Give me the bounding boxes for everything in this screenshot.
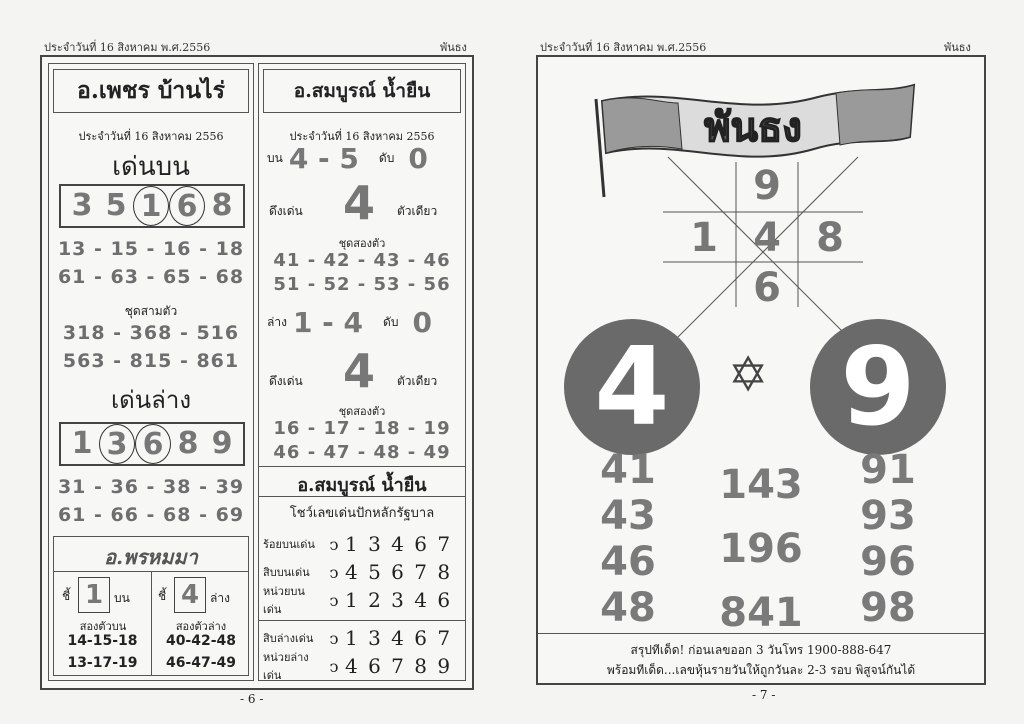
gov-row [259, 532, 465, 556]
two-bottom-row: 46-47-49 [165, 655, 237, 671]
col2-divider [259, 620, 465, 621]
pairs-bottom-row: 46 - 47 - 48 - 49 [273, 442, 451, 463]
right-header-date: ประจำวันที่ 16 สิงหาคม พ.ศ.2556 [540, 41, 707, 54]
upper-digit-circled: 6 [169, 186, 205, 226]
col-left-number: 48 [600, 585, 656, 631]
gov-row-digits: 1 3 4 6 7 [345, 532, 453, 556]
brahma-top-digit: 1 [78, 577, 110, 613]
gov-row [259, 585, 465, 616]
gov-row-mark: ↄ [329, 628, 339, 648]
col-left [588, 447, 668, 631]
footer-divider [538, 633, 984, 634]
lower-digit: 9 [211, 425, 233, 461]
two-top-label: สองตัวบน [79, 620, 127, 633]
pairs-top-row: 51 - 52 - 53 - 56 [273, 274, 451, 295]
col2-divider [259, 466, 465, 467]
flag-text: พันธง [704, 105, 802, 151]
col-right [848, 447, 928, 631]
gov-row-label: หน่วยบนเด่น [263, 585, 305, 616]
triple-row: 318 - 368 - 516 [62, 322, 240, 344]
top-zero: 0 [408, 142, 428, 175]
col-middle-number: 143 [719, 462, 803, 508]
upper-pairs-row: 13 - 15 - 16 - 18 [57, 238, 245, 260]
two-top-row: 14-15-18 [67, 633, 138, 649]
grid-bottom: 6 [753, 265, 781, 311]
grid-center: 4 [753, 215, 781, 261]
footer-line1: สรุปทีเด็ด! ก่อนเลขออก 3 วันโทร 1900-888-647 [630, 643, 892, 657]
col1-title-box [53, 69, 249, 113]
upper-digit: 8 [211, 187, 233, 223]
lower-pairs-row: 31 - 36 - 38 - 39 [57, 476, 245, 498]
lower-label: เด่นล่าง [110, 386, 192, 414]
gov-row-label: ร้อยบนเด่น [263, 538, 315, 551]
bottom-mid: ดับ [383, 315, 399, 329]
bottom-numbers: 1 - 4 [292, 306, 364, 339]
triple-label: ชุดสามตัว [124, 304, 178, 318]
top-prefix: บน [267, 151, 283, 165]
pull-label: ดึงเด่น [269, 204, 303, 218]
col2-title-box [263, 69, 461, 113]
upper-digits-box [59, 184, 245, 228]
left-header-brand: พันธง [440, 41, 467, 54]
brahma-top-suffix: บน [114, 591, 130, 605]
circle-left: 4 [564, 319, 700, 455]
pairs-bottom-row: 16 - 17 - 18 - 19 [273, 418, 451, 439]
col-right-number: 93 [860, 493, 916, 539]
upper-digit: 5 [105, 187, 127, 223]
gov-row-mark: ↄ [329, 656, 339, 676]
col2-divider [259, 496, 465, 497]
col-left-number: 41 [600, 447, 656, 493]
lower-pairs-row: 61 - 66 - 68 - 69 [57, 504, 245, 526]
gov-row-digits: 4 6 7 8 9 [345, 654, 453, 678]
gov-row-mark: ↄ [329, 562, 339, 582]
left-page-number: - 6 - [240, 692, 264, 706]
show-label: โชว์เลขเด่นปักหลักรัฐบาล [289, 506, 435, 521]
top-mid: ดับ [378, 151, 395, 165]
bottom-line [267, 306, 432, 339]
lower-digits-box [59, 422, 245, 466]
lower-digit: 8 [177, 425, 199, 461]
single2-label: ตัวเดียว [397, 374, 438, 388]
grid-top: 9 [753, 163, 781, 209]
pull-digit: 4 [343, 176, 376, 230]
grid-left: 1 [690, 215, 718, 261]
gov-row-lower [259, 651, 465, 682]
col1-panel [48, 63, 254, 681]
lower-digit-circled: 6 [135, 424, 171, 464]
lower-digit-circled: 3 [99, 424, 135, 464]
gov-row-lower [259, 626, 465, 650]
gov-row-digits: 4 5 6 7 8 [345, 560, 453, 584]
upper-pairs-row: 61 - 63 - 65 - 68 [57, 266, 245, 288]
left-header-date: ประจำวันที่ 16 สิงหาคม พ.ศ.2556 [44, 41, 211, 54]
brahma-bottom-prefix: ชี้ [158, 589, 167, 603]
col2-title2: อ.สมบูรณ์ น้ำยืน [297, 475, 427, 496]
two-top-row: 13-17-19 [67, 655, 138, 671]
top-numbers: 4 - 5 [288, 142, 359, 175]
upper-digit-circled: 1 [133, 186, 169, 226]
gov-row-digits: 1 2 3 4 6 [345, 588, 453, 612]
grid-right: 8 [816, 215, 844, 261]
star-of-david-icon: ✡ [728, 347, 769, 403]
pull2-digit: 4 [343, 344, 376, 398]
upper-digit: 3 [71, 187, 93, 223]
col-right-number: 91 [860, 447, 916, 493]
pull2-label: ดึงเด่น [269, 374, 303, 388]
right-header-brand: พันธง [944, 41, 971, 54]
brahma-box [53, 536, 249, 676]
right-page-frame [536, 55, 986, 685]
gov-row-mark: ↄ [329, 590, 339, 610]
col-right-number: 96 [860, 539, 916, 585]
bottom-zero: 0 [412, 306, 432, 339]
upper-label: เด่นบน [112, 152, 190, 182]
col-middle [706, 453, 816, 645]
brahma-bottom-suffix: ล่าง [210, 591, 230, 605]
gov-row [259, 560, 465, 584]
gov-row-label: สิบล่างเด่น [263, 632, 314, 645]
col-middle-number: 841 [719, 590, 803, 636]
col2-date: ประจำวันที่ 16 สิงหาคม 2556 [289, 130, 435, 143]
col1-date: ประจำวันที่ 16 สิงหาคม 2556 [78, 130, 224, 143]
lower-digit: 1 [71, 425, 93, 461]
pairs-top-row: 41 - 42 - 43 - 46 [273, 250, 451, 271]
two-bottom-row: 40-42-48 [165, 633, 237, 649]
pair-label: ชุดสองตัว [338, 237, 386, 250]
left-page-frame [40, 55, 474, 690]
right-page-number: - 7 - [752, 688, 776, 702]
brahma-bottom-digit: 4 [174, 577, 206, 613]
two-bottom-label: สองตัวล่าง [175, 620, 227, 633]
gov-row-mark: ↄ [329, 534, 339, 554]
gov-row-label: หน่วยล่างเด่น [263, 651, 309, 682]
col1-title: อ.เพชร บ้านไร่ [77, 77, 225, 104]
gov-row-label: สิบบนเด่น [263, 566, 310, 579]
gov-row-digits: 1 3 4 6 7 [345, 626, 453, 650]
brahma-top-prefix: ชี้ [62, 589, 71, 603]
bottom-prefix: ล่าง [267, 315, 287, 329]
col-left-number: 43 [600, 493, 656, 539]
triple-row: 563 - 815 - 861 [62, 350, 240, 372]
col-right-number: 98 [860, 585, 916, 631]
footer-line2: พร้อมทีเด็ด...เลขหุ้นรายวันให้ถูกวันละ 2-3 รอบ พิสูจน์กันได้ [606, 663, 916, 677]
brahma-title: อ.พรหมมา [104, 545, 198, 569]
col-left-number: 46 [600, 539, 656, 585]
top-line [267, 142, 428, 175]
single-label: ตัวเดียว [397, 204, 438, 218]
circle-right: 9 [810, 319, 946, 455]
col-middle-number: 196 [719, 526, 803, 572]
pair2-label: ชุดสองตัว [338, 405, 386, 418]
col2-title: อ.สมบูรณ์ น้ำยืน [293, 80, 431, 102]
col2-panel [258, 63, 466, 681]
